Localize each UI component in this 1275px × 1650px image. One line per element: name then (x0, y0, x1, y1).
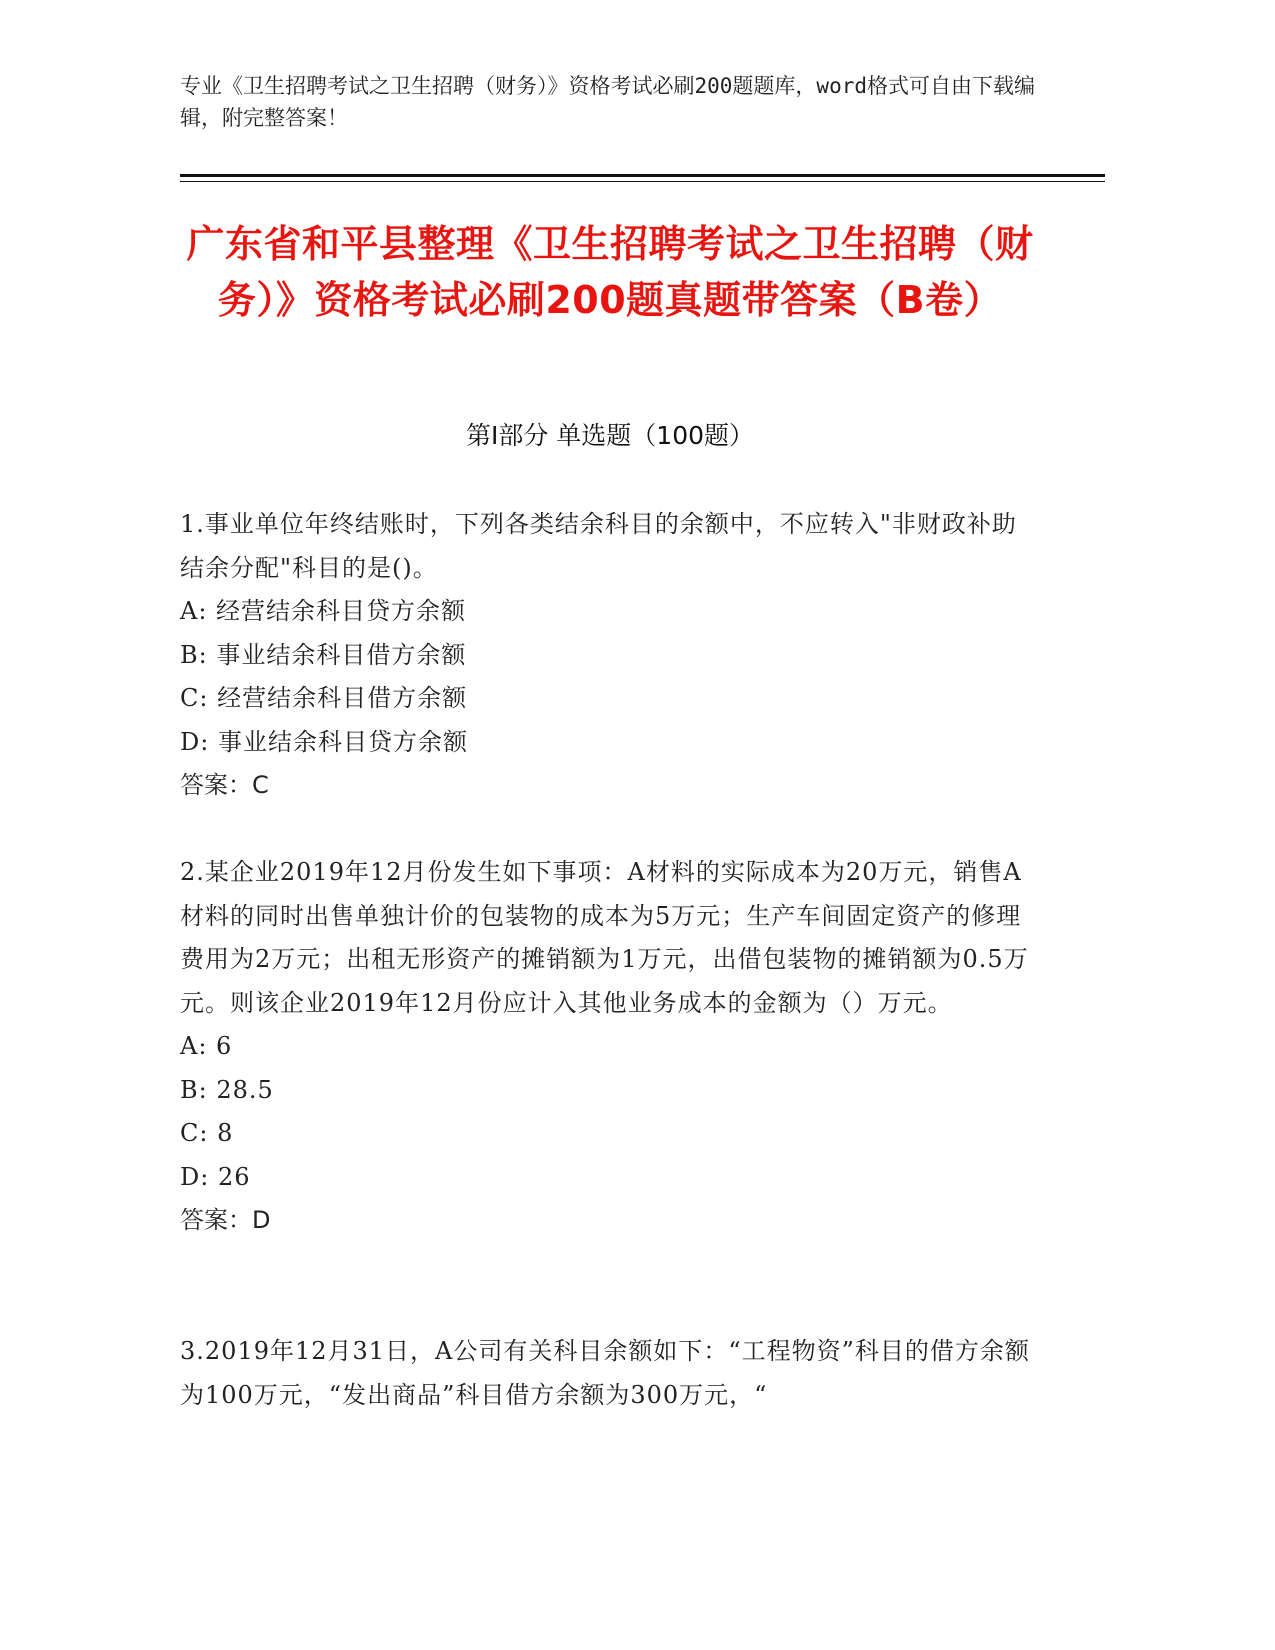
header-note: 专业《卫生招聘考试之卫生招聘（财务）》资格考试必刷200题题库，word格式可自由下载编辑，附完整答案！ (180, 74, 1035, 130)
question-1 (180, 503, 1040, 808)
section-heading: 第I部分 单选题（100题） (465, 421, 755, 450)
question-2 (180, 851, 1040, 1243)
question-stem: 3.2019年12月31日，A公司有关科目余额如下：“工程物资”科目的借方余额为100万元，“发出商品”科目借方余额为300万元，“ (180, 1337, 1030, 1409)
answer-line: 答案：C (180, 771, 269, 799)
header-divider-thin (180, 181, 1105, 182)
option-a: A: 经营结余科目贷方余额 (180, 597, 467, 625)
question-3 (180, 1330, 1040, 1417)
question-stem: 2.某企业2019年12月份发生如下事项：A材料的实际成本为20万元，销售A材料的同时出售单独计价的包装物的成本为5万元；生产车间固定资产的修理费用为2万元；出租无形资产的摊销额为1万元，出借包装物的摊销额为0.5万元。则该企业2019年12月份应计入其他业务成本的金额为（）万元。 (180, 858, 1029, 1017)
header-divider-thick (180, 174, 1105, 177)
option-b: B: 28.5 (180, 1075, 274, 1104)
option-b: B: 事业结余科目借方余额 (180, 640, 467, 669)
option-d: D: 事业结余科目贷方余额 (180, 727, 468, 756)
option-c: C: 8 (180, 1119, 234, 1147)
option-a: A: 6 (180, 1032, 233, 1060)
option-d: D: 26 (180, 1162, 251, 1191)
answer-line: 答案：D (180, 1206, 271, 1234)
option-c: C: 经营结余科目借方余额 (180, 684, 468, 712)
document-title: 广东省和平县整理《卫生招聘考试之卫生招聘（财务）》资格考试必刷200题真题带答案（B卷） (186, 222, 1034, 322)
question-stem: 1.事业单位年终结账时，下列各类结余科目的余额中，不应转入"非财政补助结余分配"科目的是()。 (180, 510, 1017, 582)
